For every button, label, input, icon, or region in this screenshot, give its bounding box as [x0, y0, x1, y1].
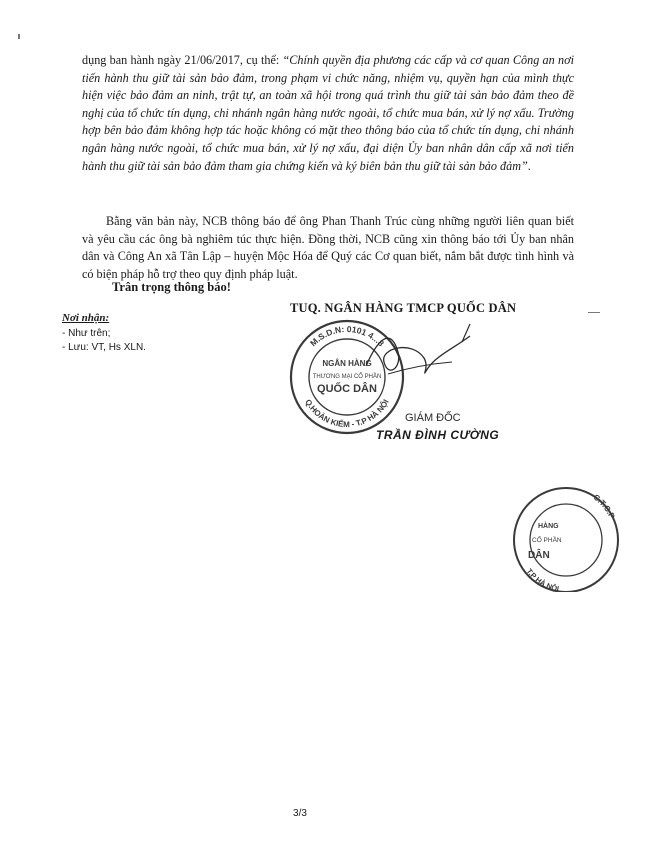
citation-prefix: dụng ban hành ngày 21/06/2017, cụ thể: — [82, 53, 283, 67]
svg-text:T.P HÀ NỘI — [525, 567, 560, 592]
handwritten-signature — [358, 322, 478, 392]
margin-seal-ring-bottom-text: T.P HÀ NỘI — [524, 566, 560, 592]
margin-seal-graphic — [508, 484, 658, 592]
seal-ring-top-text: M.S.D.N: 0101 4...8 — [307, 323, 387, 349]
seal-center-line-3: QUỐC DÂN — [317, 383, 377, 395]
margin-seal-ring-text: C.T.C.P — [591, 492, 617, 521]
paragraph-legal-citation — [82, 52, 574, 175]
closing-line: Trân trọng thông báo! — [112, 280, 231, 294]
page-number: 3/3 — [293, 808, 307, 819]
margin-seal-line-2: CỔ PHẦN — [532, 537, 562, 544]
recipient-item: - Như trên; — [62, 328, 111, 339]
margin-seal-line-3: DÂN — [528, 550, 550, 561]
scan-mark — [18, 34, 20, 39]
signer-title: GIÁM ĐỐC — [405, 412, 461, 424]
recipients-title: Nơi nhận: — [62, 312, 110, 324]
signer-organization: TUQ. NGÂN HÀNG TMCP QUỐC DÂN — [290, 301, 517, 315]
margin-seal-line-1: HÀNG — [538, 523, 559, 530]
svg-text:C.T.C.P — [592, 493, 617, 521]
paragraph-notification: Bằng văn bản này, NCB thông báo để ông Phan Thanh Trúc cùng những người liên quan biết và yêu cầu các ông bà nghiêm túc thực hiện. Đồng thời, NCB cũng xin thông báo tới Ủy ban nhân dân và Công An xã Tân Lập – huyện Mộc Hóa để Quý các Cơ quan biết, nắm bắt được tình hình và có biện pháp hỗ trợ theo quy định pháp luật. — [82, 214, 574, 281]
signer-name: TRẦN ĐÌNH CƯỜNG — [376, 428, 500, 442]
citation-quote: “Chính quyền địa phương các cấp và cơ quan Công an nơi tiến hành thu giữ tài sản bảo đảm, trong phạm vi chức năng, nhiệm vụ, quyền hạn của mình thực hiện việc bảo đảm an ninh, trật tự, an toàn xã hội trong quá trình thu giữ tài sản bảo đảm theo đề nghị của tổ chức tín dụng, chi nhánh ngân hàng nước ngoài, tổ chức mua bán, xử lý nợ xấu. Trường hợp bên bảo đảm không hợp tác hoặc không có mặt theo thông báo của tổ chức tín dụng, chi nhánh ngân hàng nước ngoài, tổ chức mua bán, xử lý nợ xấu, đại diện Ủy ban nhân dân cấp xã nơi tiến hành thu giữ tài sản bảo đảm tham gia chứng kiến và ký biên bản thu giữ tài sản bảo đảm” — [82, 53, 574, 173]
seal-ring-bottom-text: Q.HOÀN KIẾM - T.P HÀ NỘI — [303, 397, 391, 430]
recipients-list — [62, 327, 146, 355]
scan-mark — [588, 312, 600, 313]
citation-suffix: . — [527, 158, 531, 173]
seal-center-line-2: THƯƠNG MẠI CỔ PHẦN — [312, 374, 382, 380]
seal-center-line-1: NGÂN HÀNG — [322, 359, 372, 368]
margin-seal-partial — [508, 484, 617, 592]
recipient-item: - Lưu: VT, Hs XLN. — [62, 342, 146, 353]
